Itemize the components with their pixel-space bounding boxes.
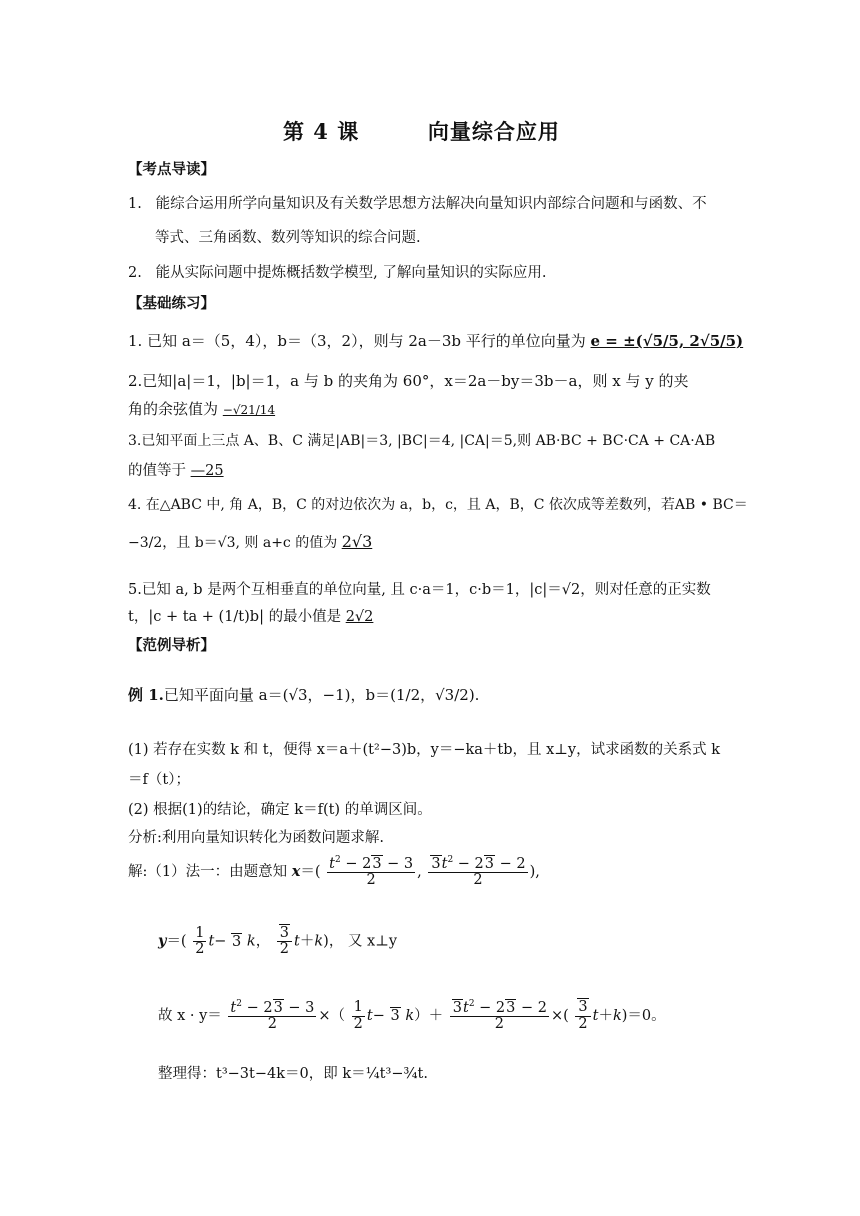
exercise-5: 5.已知 a, b 是两个互相垂直的单位向量, 且 c·a＝1，c·b＝1，|c|＝√2，则对任意的正实数 — [128, 582, 711, 598]
exercise-3-cont: 的值等于 —25 — [128, 463, 224, 479]
exercise-1-text: 1. 已知 a＝（5，4），b＝（3，2），则与 2a－3b 平行的单位向量为 — [128, 332, 586, 350]
exercise-4: 4. 在△ABC 中, 角 A，B，C 的对边依次为 a，b，c，且 A，B，C 依次成等差数列，若AB • BC＝ — [128, 497, 748, 513]
exercise-4-answer: 2√3 — [341, 532, 373, 551]
example-1-stem: 例 1.已知平面向量 a＝(√3，−1)，b＝(1/2，√3/2). — [128, 686, 480, 704]
guide-item-1-cont: 等式、三角函数、数列等知识的综合问题. — [155, 230, 421, 246]
exercise-5-answer: 2√2 — [345, 609, 374, 625]
section-basic-heading: 【基础练习】 — [128, 295, 215, 312]
guide-item-2: 2. 能从实际问题中提炼概括数学模型, 了解向量知识的实际应用. — [128, 265, 547, 281]
page-title — [283, 116, 560, 146]
exercise-1-answer: e = ±(√5/5, 2√5/5) — [590, 332, 744, 350]
example-1-label: 例 1. — [128, 686, 164, 704]
example-1-part-2: (2) 根据(1)的结论，确定 k＝f(t) 的单调区间。 — [128, 802, 432, 818]
exercise-3: 3.已知平面上三点 A、B、C 满足|AB|＝3, |BC|＝4, |CA|＝5,则 AB·BC + BC·CA + CA·AB — [128, 433, 716, 449]
exercise-2-answer: −√21/14 — [222, 403, 276, 417]
exercise-5-cont: t，|c + ta + (1/t)b| 的最小值是 2√2 — [128, 609, 374, 625]
lesson-topic: 向量综合应用 — [427, 119, 560, 144]
exercise-1 — [128, 330, 743, 351]
section-guide-heading: 【考点导读】 — [128, 161, 215, 178]
solution-line-final: 整理得：t³−3t−4k＝0，即 k＝¼t³−¾t. — [158, 1066, 428, 1082]
x-component-1: $\frac{t^2 - 23 - 3}{2}$ — [329, 855, 414, 889]
guide-item-1: 1. 能综合运用所学向量知识及有关数学思想方法解决向量知识内部综合问题和与函数、不 — [128, 196, 707, 212]
solution-line-y: y＝( $\frac{1}{2}$ t− 3 k， $\frac{3}{2}$ t＋k)， 又 x⊥y — [158, 925, 398, 958]
x-component-2: $\frac{3t^2 - 23 - 2}{2}$ — [428, 856, 527, 888]
example-1-analysis: 分析:利用向量知识转化为函数问题求解. — [128, 830, 384, 846]
solution-line-1: 解:（1）法一：由题意知 x＝( $\frac{t^2 - 23 - 3}{2}$ , $\frac{3t^2 - 23 - 2}{2}$ ), — [128, 855, 540, 889]
section-example-heading: 【范例导析】 — [128, 637, 215, 654]
exercise-2-cont: 角的余弦值为 −√21/14 — [128, 400, 276, 418]
example-1-part-1: (1) 若存在实数 k 和 t，便得 x＝a＋(t²−3)b，y＝−ka＋tb，且 x⊥y，试求函数的关系式 k — [128, 742, 721, 758]
exercise-3-answer: —25 — [190, 463, 224, 479]
lesson-number: 第 4 课 — [283, 119, 360, 144]
solution-line-dot: 故 x · y＝ $\frac{t^2 - 23 - 3}{2}$ ×（ $\frac{1}{2}$ t− 3 k）＋ $\frac{3t^2 - 23 - 2}{2}$ ×( $\frac{3}{2}$ t＋k)＝0。 — [158, 999, 666, 1033]
exercise-2: 2.已知|a|＝1，|b|＝1，a 与 b 的夹角为 60°，x＝2a－by＝3b－a，则 x 与 y 的夹 — [128, 372, 689, 390]
example-1-part-1-cont: ＝f（t）； — [128, 772, 190, 788]
exercise-4-cont: −3/2，且 b＝√3, 则 a+c 的值为 2√3 — [128, 532, 373, 551]
